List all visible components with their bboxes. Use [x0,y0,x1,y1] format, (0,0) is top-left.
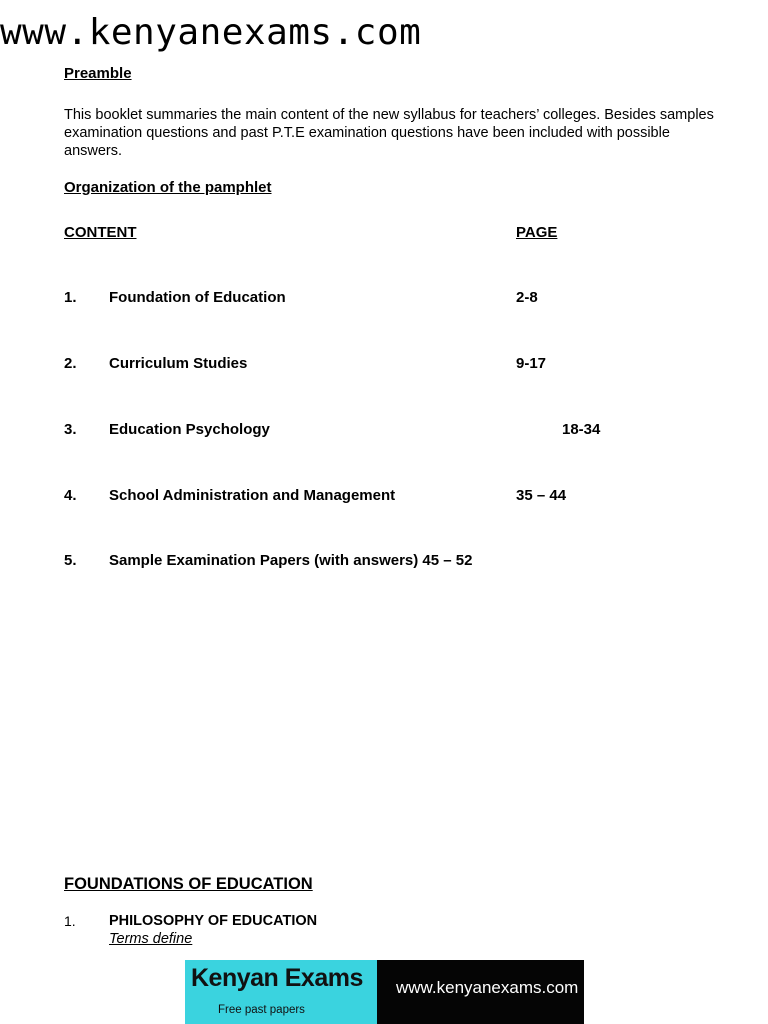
banner-brand-panel [185,960,377,1024]
toc-number: 3. [64,421,77,438]
banner-url-panel [377,960,584,1024]
kenyan-exams-banner[interactable] [185,960,584,1024]
page-column-header: PAGE [516,224,558,241]
section-heading: FOUNDATIONS OF EDUCATION [64,875,313,893]
toc-title: Foundation of Education [109,289,286,306]
toc-number: 1. [64,289,77,306]
toc-title: School Administration and Management [109,487,396,504]
toc-page-range: 35 – 44 [516,487,567,504]
toc-number: 2. [64,355,77,372]
banner-brand-text: Kenyan Exams [191,964,363,992]
preamble-heading: Preamble [64,65,132,82]
preamble-paragraph: This booklet summaries the main content of the new syllabus for teachers’ colleges. Besides samples examination questions and past P.T.E examination questions have been included with possible answers. [64,107,714,159]
watermark-url: www.kenyanexams.com [0,12,422,53]
toc-title: Education Psychology [109,421,270,438]
subsection-note: Terms define [109,931,193,947]
content-column-header: CONTENT [64,224,137,241]
banner-tagline: Free past papers [218,1004,305,1016]
subsection-title: PHILOSOPHY OF EDUCATION [109,913,318,929]
toc-page-range: 9-17 [516,355,547,372]
toc-number: 4. [64,487,77,504]
toc-title: Sample Examination Papers (with answers) 45 – 52 [109,552,473,569]
banner-url-link[interactable]: www.kenyanexams.com [396,978,579,997]
subsection-number: 1. [64,913,76,929]
toc-number: 5. [64,552,77,569]
toc-page-range: 18-34 [562,421,601,438]
toc-title: Curriculum Studies [109,355,248,372]
toc-page-range: 2-8 [516,289,538,306]
organization-heading: Organization of the pamphlet [64,179,272,196]
